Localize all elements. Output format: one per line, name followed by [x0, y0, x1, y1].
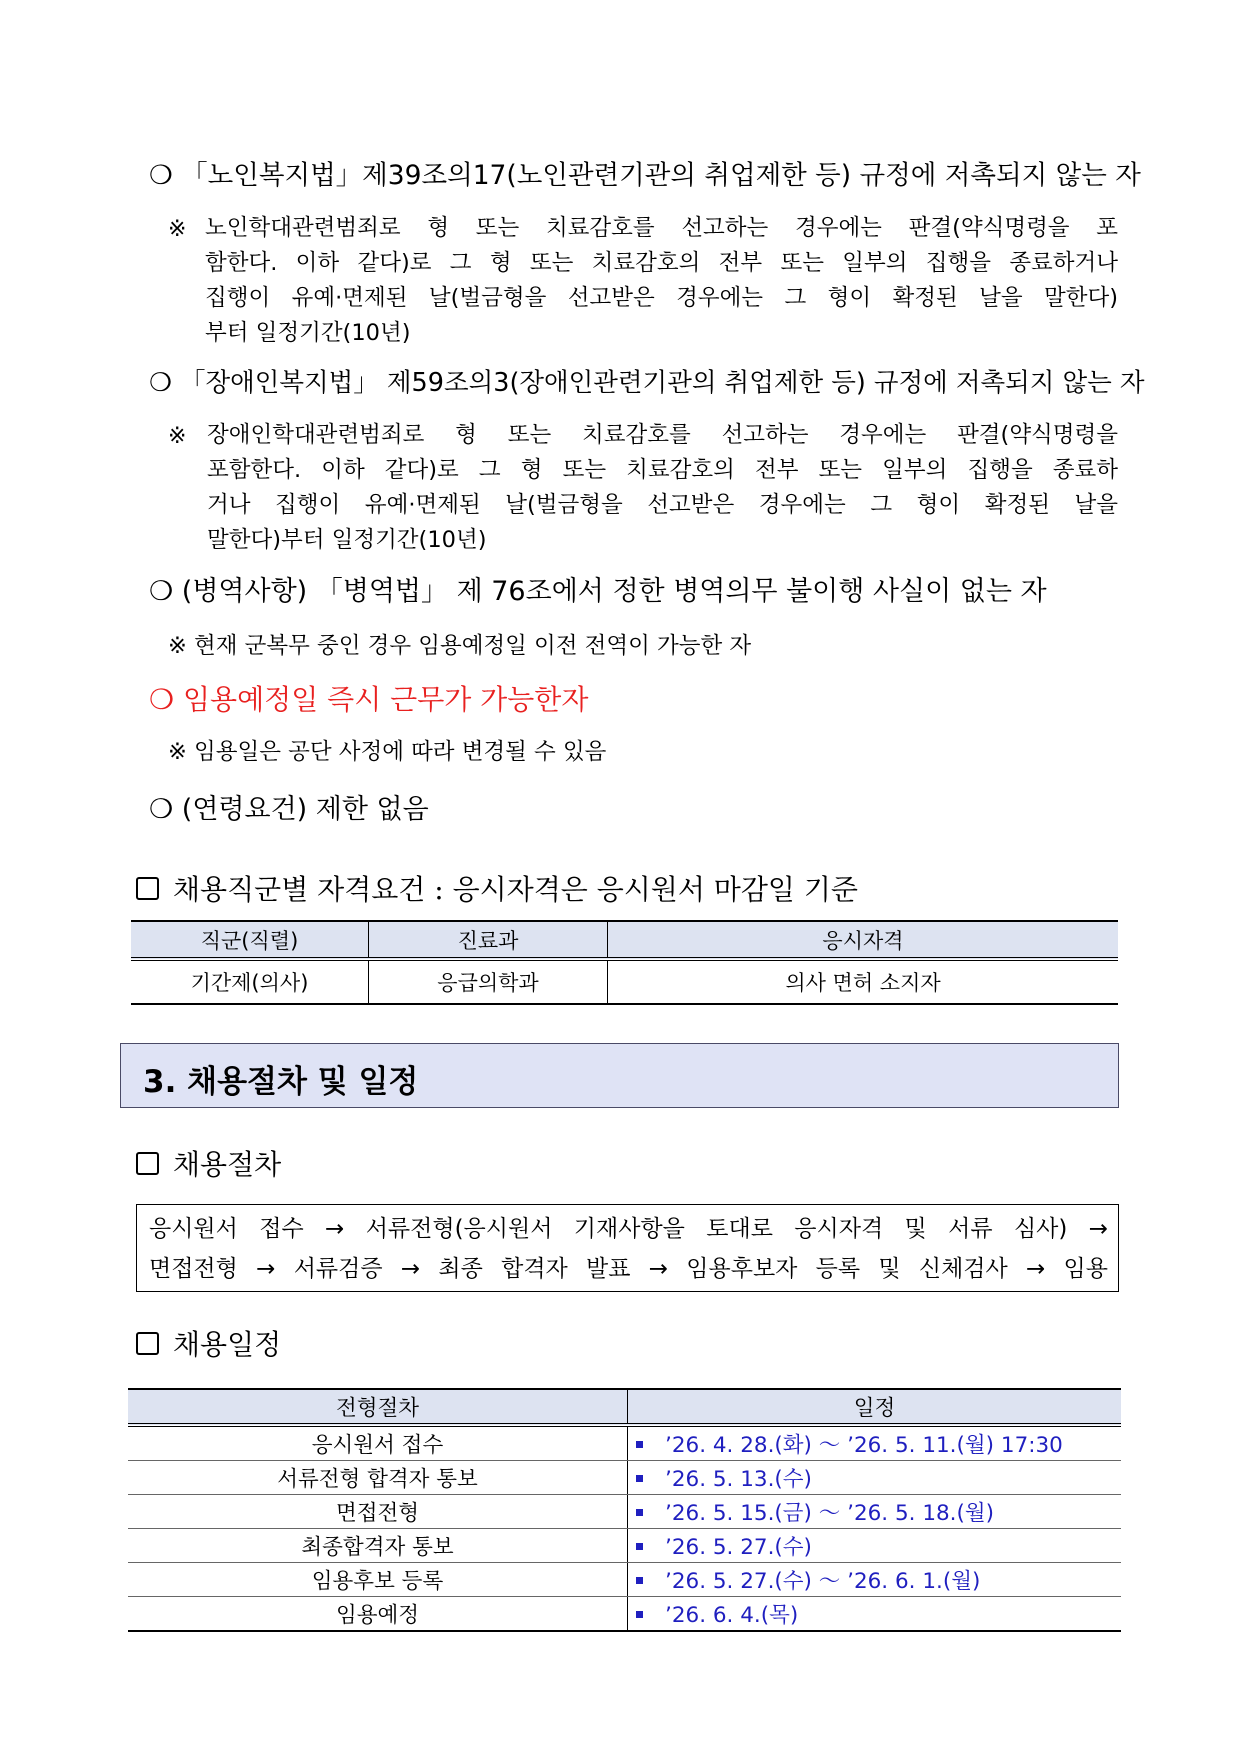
criterion-immediate-work: ❍ 임용예정일 즉시 근무가 가능한자	[149, 683, 589, 716]
note-line: 말한다)부터 일정기간(10년)	[207, 527, 487, 553]
schedule-stage: 서류전형 합격자 통보	[128, 1461, 628, 1495]
section-3-heading	[120, 1043, 1119, 1108]
checkbox-square-icon	[136, 1152, 159, 1175]
qualification-table	[131, 920, 1118, 1005]
qualification-heading-text: 채용직군별 자격요건 : 응시자격은 응시원서 마감일 기준	[173, 873, 858, 906]
checkbox-square-icon	[136, 877, 159, 900]
table-header: 진료과	[369, 921, 608, 959]
bullet-square-icon	[636, 1577, 643, 1584]
bullet-square-icon	[636, 1441, 643, 1448]
criterion-military-service: ❍ (병역사항) 「병역법」 제 76조에서 정한 병역의무 불이행 사실이 없는 자	[149, 576, 1047, 607]
schedule-date	[628, 1597, 1122, 1632]
table-cell: 응급의학과	[369, 959, 608, 1004]
schedule-stage: 응시원서 접수	[128, 1425, 628, 1461]
schedule-stage: 면접전형	[128, 1495, 628, 1529]
schedule-date	[628, 1529, 1122, 1563]
schedule-date-text: ’26. 5. 27.(수) ～ ’26. 6. 1.(월)	[665, 1569, 981, 1594]
criterion-immediate-note: ※ 임용일은 공단 사정에 따라 변경될 수 있음	[168, 739, 607, 765]
bullet-square-icon	[636, 1509, 643, 1516]
table-header: 일정	[628, 1389, 1122, 1425]
criterion-elderly-note	[205, 211, 1118, 351]
table-cell: 기간제(의사)	[131, 959, 369, 1004]
schedule-heading-text: 채용일정	[173, 1328, 282, 1361]
schedule-date-text: ’26. 4. 28.(화) ～ ’26. 5. 11.(월) 17:30	[665, 1433, 1063, 1458]
schedule-stage: 최종합격자 통보	[128, 1529, 628, 1563]
bullet-square-icon	[636, 1475, 643, 1482]
note-line: 집행이 유예·면제된 날(벌금형을 선고받은 경우에는 그 형이 확정된 날을 말한다)	[205, 285, 1118, 311]
criterion-disability-welfare: ❍ 「장애인복지법」 제59조의3(장애인관련기관의 취업제한 등) 규정에 저촉되지 않는 자	[149, 368, 1145, 398]
schedule-date	[628, 1563, 1122, 1597]
schedule-date-text: ’26. 5. 13.(수)	[665, 1467, 812, 1492]
table-header: 전형절차	[128, 1389, 628, 1425]
criterion-disability-note	[207, 418, 1118, 558]
bullet-square-icon	[636, 1543, 643, 1550]
schedule-date-text: ’26. 5. 27.(수)	[665, 1535, 812, 1560]
schedule-date	[628, 1461, 1122, 1495]
schedule-date-text: ’26. 6. 4.(목)	[665, 1603, 799, 1628]
process-line: 면접전형 → 서류검증 → 최종 합격자 발표 → 임용후보자 등록 및 신체검사 → 임용	[149, 1256, 1108, 1282]
qualification-heading	[136, 868, 858, 908]
schedule-stage: 임용후보 등록	[128, 1563, 628, 1597]
table-row	[128, 1461, 1121, 1495]
table-row	[131, 959, 1118, 1004]
process-heading	[136, 1143, 281, 1183]
schedule-date	[628, 1425, 1122, 1461]
checkbox-square-icon	[136, 1332, 159, 1355]
table-header: 직군(직렬)	[131, 921, 369, 959]
process-line: 응시원서 접수 → 서류전형(응시원서 기재사항을 토대로 응시자격 및 서류 심사) →	[149, 1216, 1108, 1242]
table-row	[128, 1597, 1121, 1632]
table-cell: 의사 면허 소지자	[608, 959, 1119, 1004]
table-row	[128, 1563, 1121, 1597]
schedule-date-text: ’26. 5. 15.(금) ～ ’26. 5. 18.(월)	[665, 1501, 995, 1526]
note-line: 부터 일정기간(10년)	[205, 320, 411, 346]
schedule-heading	[136, 1323, 281, 1363]
note-line: 거나 집행이 유예·면제된 날(벌금형을 선고받은 경우에는 그 형이 확정된 날을	[207, 492, 1118, 518]
note-line: 노인학대관련범죄로 형 또는 치료감호를 선고하는 경우에는 판결(약식명령을 포	[205, 215, 1118, 241]
note-line: 함한다. 이하 같다)로 그 형 또는 치료감호의 전부 또는 일부의 집행을 종료하거나	[205, 250, 1118, 276]
criterion-age: ❍ (연령요건) 제한 없음	[149, 794, 429, 825]
table-row	[128, 1529, 1121, 1563]
table-header: 응시자격	[608, 921, 1119, 959]
table-row	[128, 1495, 1121, 1529]
process-flow-box	[136, 1204, 1119, 1292]
process-heading-text: 채용절차	[173, 1148, 282, 1181]
note-mark: ※	[168, 217, 187, 242]
criterion-military-note: ※ 현재 군복무 중인 경우 임용예정일 이전 전역이 가능한 자	[168, 633, 752, 659]
note-line: 장애인학대관련범죄로 형 또는 치료감호를 선고하는 경우에는 판결(약식명령을	[207, 422, 1118, 448]
schedule-stage: 임용예정	[128, 1597, 628, 1632]
schedule-table	[128, 1388, 1121, 1632]
note-mark: ※	[168, 424, 187, 449]
bullet-square-icon	[636, 1611, 643, 1618]
table-row	[128, 1425, 1121, 1461]
note-line: 포함한다. 이하 같다)로 그 형 또는 치료감호의 전부 또는 일부의 집행을 종료하	[207, 457, 1118, 483]
section-3-title: 3. 채용절차 및 일정	[143, 1064, 419, 1100]
criterion-elderly-welfare: ❍ 「노인복지법」제39조의17(노인관련기관의 취업제한 등) 규정에 저촉되지 않는 자	[149, 160, 1141, 191]
schedule-date	[628, 1495, 1122, 1529]
